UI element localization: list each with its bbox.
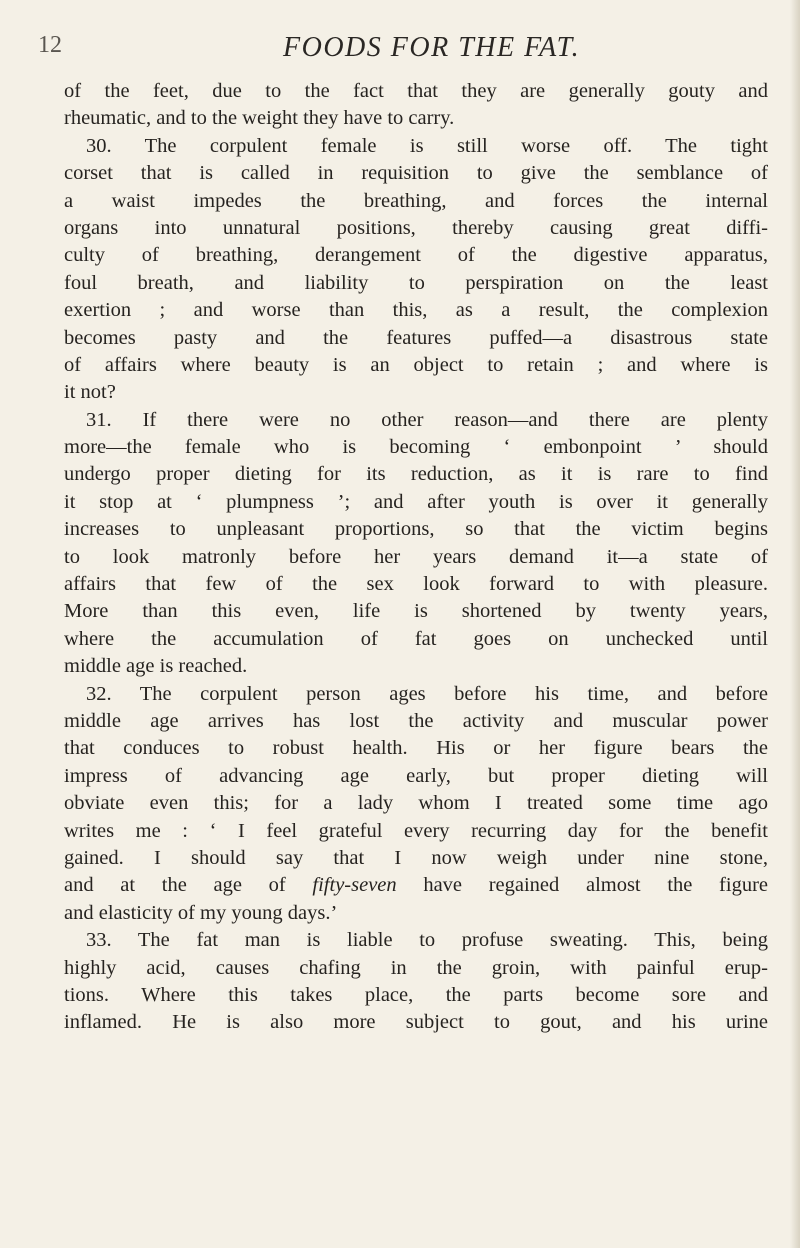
paragraph-33-start: 33. The fat man is liable to profuse sweating. This, being (86, 929, 768, 952)
paragraph-31-start: 31. If there were no other reason—and there are plenty (86, 408, 768, 431)
text-line: exertion ; and worse than this, as a result, the complexion (64, 299, 768, 322)
text-line: middle age arrives has lost the activity and muscular power (64, 709, 768, 732)
paragraph-32-start: 32. The corpulent person ages before his time, and before (86, 682, 768, 705)
paragraph-30-start: 30. The corpulent female is still worse off. The tight (86, 134, 768, 157)
text-line: affairs that few of the sex look forward to with pleasure. (64, 573, 768, 596)
text-fragment: and at the age of (64, 874, 313, 897)
text-line: impress of advancing age early, but proper dieting will (64, 764, 768, 787)
text-line: tions. Where this takes place, the parts become sore and (64, 983, 768, 1006)
text-line: writes me : ‘ I feel grateful every recurring day for the benefit (64, 819, 768, 842)
text-line: where the accumulation of fat goes on unchecked until (64, 627, 768, 650)
text-line: obviate even this; for a lady whom I treated some time ago (64, 792, 768, 815)
text-line: it stop at ‘ plumpness ’; and after youth is over it generally (64, 490, 768, 513)
text-line: a waist impedes the breathing, and forces the internal (64, 189, 768, 212)
text-line: more—the female who is becoming ‘ embonpoint ’ should (64, 436, 768, 459)
text-line: corset that is called in requisition to give the semblance of (64, 162, 768, 185)
text-line: organs into unnatural positions, thereby causing great diffi- (64, 216, 768, 239)
text-fragment: have regained almost the figure (396, 874, 768, 897)
text-line: and elasticity of my young days.’ (64, 901, 338, 924)
text-line: foul breath, and liability to perspiration on the least (64, 271, 768, 294)
text-line: it not? (64, 381, 116, 404)
text-line: that conduces to robust health. His or her figure bears the (64, 737, 768, 760)
text-line: gained. I should say that I now weigh under nine stone, (64, 846, 768, 869)
running-title: FOODS FOR THE FAT. (283, 32, 581, 63)
page-number: 12 (38, 32, 62, 58)
text-line: of affairs where beauty is an object to retain ; and where is (64, 353, 768, 376)
text-line-with-italic (64, 872, 768, 899)
text-line: becomes pasty and the features puffed—a disastrous state (64, 326, 768, 349)
italic-emphasis: fifty-seven (312, 874, 397, 897)
text-line: rheumatic, and to the weight they have to carry. (64, 107, 455, 130)
text-line: increases to unpleasant proportions, so that the victim begins (64, 518, 768, 541)
text-line: middle age is reached. (64, 655, 248, 678)
text-line: to look matronly before her years demand it—a state of (64, 545, 768, 568)
body-text (64, 78, 768, 1037)
text-line: highly acid, causes chafing in the groin, with painful erup- (64, 956, 768, 979)
text-line: culty of breathing, derangement of the digestive apparatus, (64, 244, 768, 267)
page-header (0, 32, 800, 72)
text-line: of the feet, due to the fact that they are generally gouty and (64, 80, 768, 102)
text-line: inflamed. He is also more subject to gout, and his urine (64, 1011, 768, 1034)
page-edge-shadow (790, 0, 800, 1248)
text-line: undergo proper dieting for its reduction, as it is rare to find (64, 463, 768, 486)
text-line: More than this even, life is shortened by twenty years, (64, 600, 768, 623)
